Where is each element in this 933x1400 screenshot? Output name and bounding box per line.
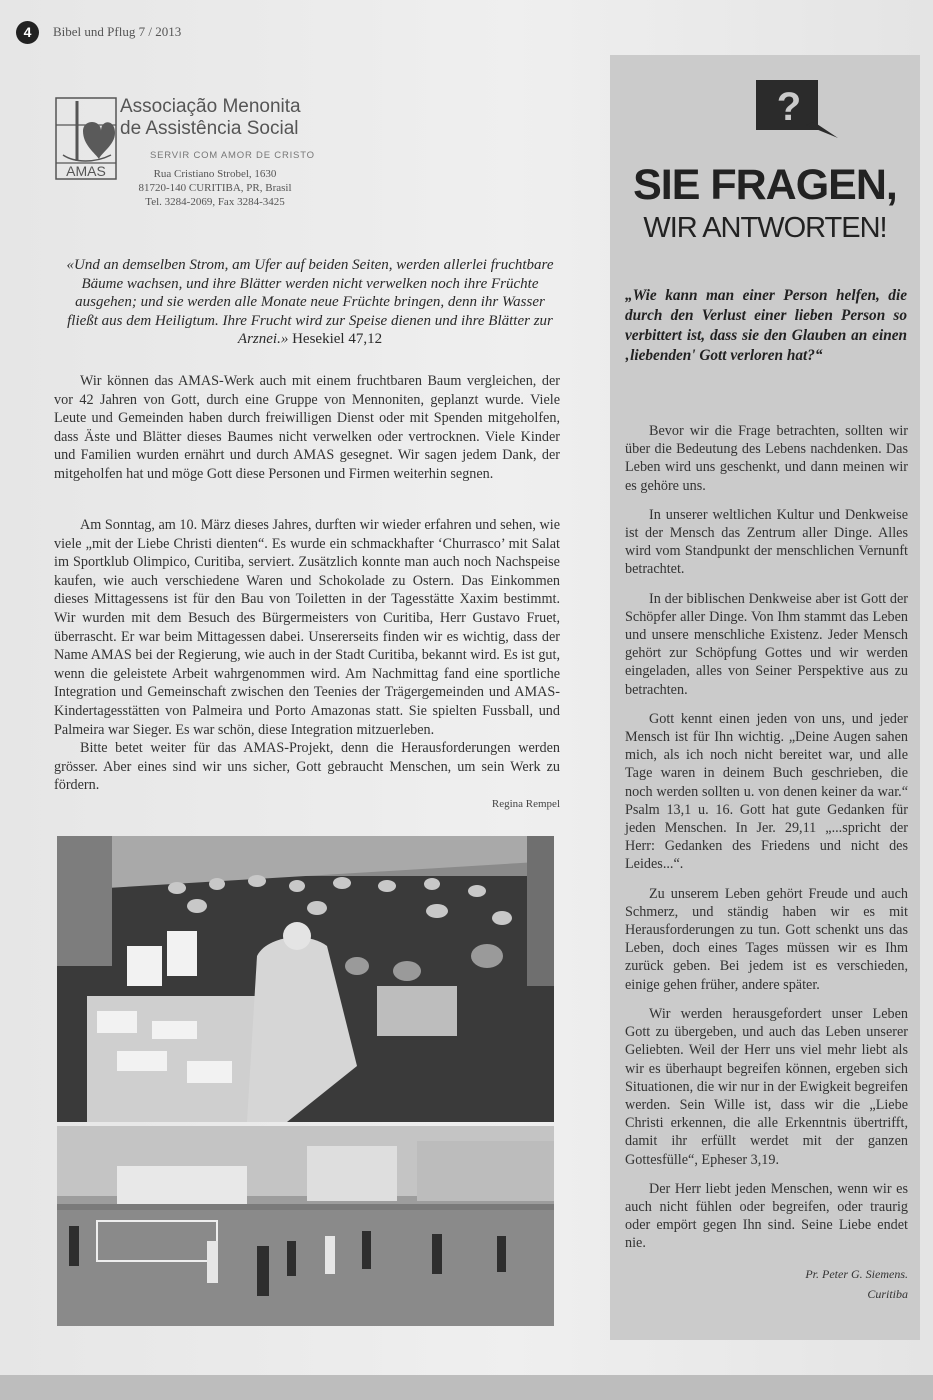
- article-paragraph: Wir können das AMAS-Werk auch mit einem fruchtbaren Baum vergleichen, der vor 42 Jahren von Gott, durch eine Gruppe von Mennoniten, geplanzt wurde. Viele Leute und Gemeinden haben durch freiwilligen Dienst oder mit Spenden mitgeholfen, dass Äste und Blätter dieses Baumes nicht verwelken oder vertrocknen. Viele Kinder und Familien wurden ernährt und durch AMAS gesegnet. Wir sagen jedem Dank, der mitgeholfen hat und möge Gott diese Personen und Firmen weiterhin segnen.: [54, 373, 560, 482]
- question-bubble-icon: [756, 80, 838, 138]
- answer-paragraph: Wir werden herausgefordert unser Leben Gott zu übergeben, und auch das Leben unserer Geliebten. Weil der Herr uns viel mehr liebt als wir es überhaupt begreifen können, ergeben sich Situationen, die wir nur in der Ewigkeit begreifen werden. Sein Wille ist, dass wir die „Liebe Christi erkennen, die alle Erkenntnis übertrifft, damit ihr erfüllt werdet mit der ganzen Gottesfülle“, Epheser 3,19.: [625, 1005, 908, 1168]
- logo-text: AMAS: [66, 163, 106, 179]
- org-address: [80, 167, 350, 209]
- article-signature: Regina Rempel: [491, 797, 560, 810]
- page-edge-shadow: [0, 1375, 933, 1400]
- answer-paragraph: Zu unserem Leben gehört Freude und auch Schmerz, und ständig haben wir es mit Herausforderungen zu tun. Gott schenkt uns das Leben, doch eines Tages müssen wir es Ihm zurück geben. Bei jedem ist es verschieden, einige gehen früher, andere später.: [625, 885, 908, 993]
- running-head: Bibel und Pflug 7 / 2013: [53, 24, 182, 39]
- address-line: Tel. 3284-2069, Fax 3284-3425: [145, 196, 285, 208]
- page-header: [16, 20, 181, 44]
- answer-paragraph: Bevor wir die Frage betrachten, sollten wir über die Bedeutung des Lebens nachdenken. Das Leben wird uns geschenkt, und dann meinen wir es gehöre uns.: [625, 423, 908, 494]
- quote-reference: Hesekiel 47,12: [292, 331, 383, 347]
- answer-paragraph: Der Herr liebt jeden Menschen, wenn wir es auch nicht fühlen oder begreifen, oder traurig oder empört gegen Ihn sind. Seine Liebe endet nie.: [625, 1180, 908, 1252]
- bible-quote: [62, 256, 558, 349]
- page-number: 4: [16, 21, 39, 44]
- article-paragraph: Bitte betet weiter für das AMAS-Projekt, denn die Herausforderungen werden grösser. Aber eines sind wir uns sicher, Gott gebraucht Menschen, um sein Werk zu fördern.: [54, 740, 560, 794]
- org-name-line2: de Assistência Social: [120, 118, 299, 139]
- org-tagline: SERVIR COM AMOR DE CRISTO: [150, 150, 315, 161]
- article-paragraph: Am Sonntag, am 10. März dieses Jahres, durften wir wieder erfahren und sehen, wie viele „mit der Liebe Christi dienten“. Es wurde ein schmackhafter ‘Churrasco’ mit Salat im Sportklub Olimpico, Curitiba, serviert. Zusätzlich konnte man auch noch Nachspeise kaufen, wie auch verschiedene Waren und Schokolade zu Ostern. Das Einkommen dieses Mittagessens ist für den Bau von Toiletten in der Tagesstätte Xaxim bestimmt. Wir wurden mit dem Besuch des Bürgermeisters von Curitiba, Herr Gustavo Fruet, überrascht. Er war beim Mittagessen dabei. Unsererseits finden wir es wichtig, dass der Name AMAS bei der Regierung, wie auch in der Stadt Curitiba, bekannt wird. Es ist gut, wenn die geleistete Arbeit wahrgenommen wird. Am Nachmittag fand eine sportliche Integration und Gemeinschaft zwischen den Teenies der Trägergemeinden und AMAS-Kindertagesstätten von Palmeira und Porto Amazonas statt. Sie spielten Fussball, und Palmeira war Sieger. Es war schön, diese Integration mitzuerleben.: [54, 517, 560, 738]
- signature-place: Curitiba: [867, 1287, 908, 1301]
- sidebar-answer: [625, 422, 908, 1264]
- article-body: [54, 372, 560, 484]
- address-line: Rua Cristiano Strobel, 1630: [153, 168, 277, 180]
- org-block: [120, 96, 350, 209]
- sidebar-signature: [625, 1264, 908, 1304]
- org-name-line1: Associação Menonita: [120, 96, 301, 117]
- sidebar-subtitle: WIR ANTWORTEN!: [643, 212, 887, 244]
- dining-hall-photo: [57, 836, 554, 1122]
- quote-text: «Und an demselben Strom, am Ufer auf beiden Seiten, werden allerlei fruchtbare Bäume wachsen, und ihre Blätter werden nicht verwelken noch ihre Früchte ausgehen; und sie werden alle Monate neue Früchte bringen, denn ihr Wasser fließt aus dem Heiligtum. Ihre Frucht wird zur Speise dienen und ihre Blätter zur Arznei.»: [66, 257, 554, 347]
- article-body-2: [54, 516, 560, 814]
- answer-paragraph: In der biblischen Denkweise aber ist Gott der Schöpfer aller Dinge. Von Ihm stammt das Leben und unsere menschliche Existenz. Jeder Mensch gehört zur Schöpfung Gottes und wir werden eingeladen, alles von Seiner Perspektive aus zu betrachten.: [625, 590, 908, 698]
- answer-paragraph: In unserer weltlichen Kultur und Denkweise ist der Mensch das Zentrum aller Dinge. Alles wird vom Standpunkt der menschlichen Vernunft betrachtet.: [625, 506, 908, 578]
- answer-paragraph: Gott kennt einen jeden von uns, und jeder Mensch ist für Ihn wichtig. „Deine Augen sahen mich, als ich noch nicht bereitet war, und alle Tage waren in deinem Buch geschrieben, die noch werden sollten u. von denen keiner da war.“ Psalm 13,1 u. 16. Gott hat gute Gedanken für jeden Menschen. In Jer. 29,11 „...spricht der Herr: Gedanken des Friedens und nicht des Leides...“.: [625, 710, 908, 873]
- address-line: 81720-140 CURITIBA, PR, Brasil: [138, 182, 292, 194]
- question-mark: ?: [776, 85, 802, 129]
- football-photo: [57, 1126, 554, 1326]
- sidebar-question: „Wie kann man einer Person helfen, die durch den Verlust einer lieben Person so verbittert ist, dass sie den Glauben an einen ‚liebenden' Gott verloren hat?“: [625, 287, 907, 364]
- sidebar-title: SIE FRAGEN,: [633, 161, 897, 209]
- signature-name: Pr. Peter G. Siemens.: [805, 1267, 908, 1281]
